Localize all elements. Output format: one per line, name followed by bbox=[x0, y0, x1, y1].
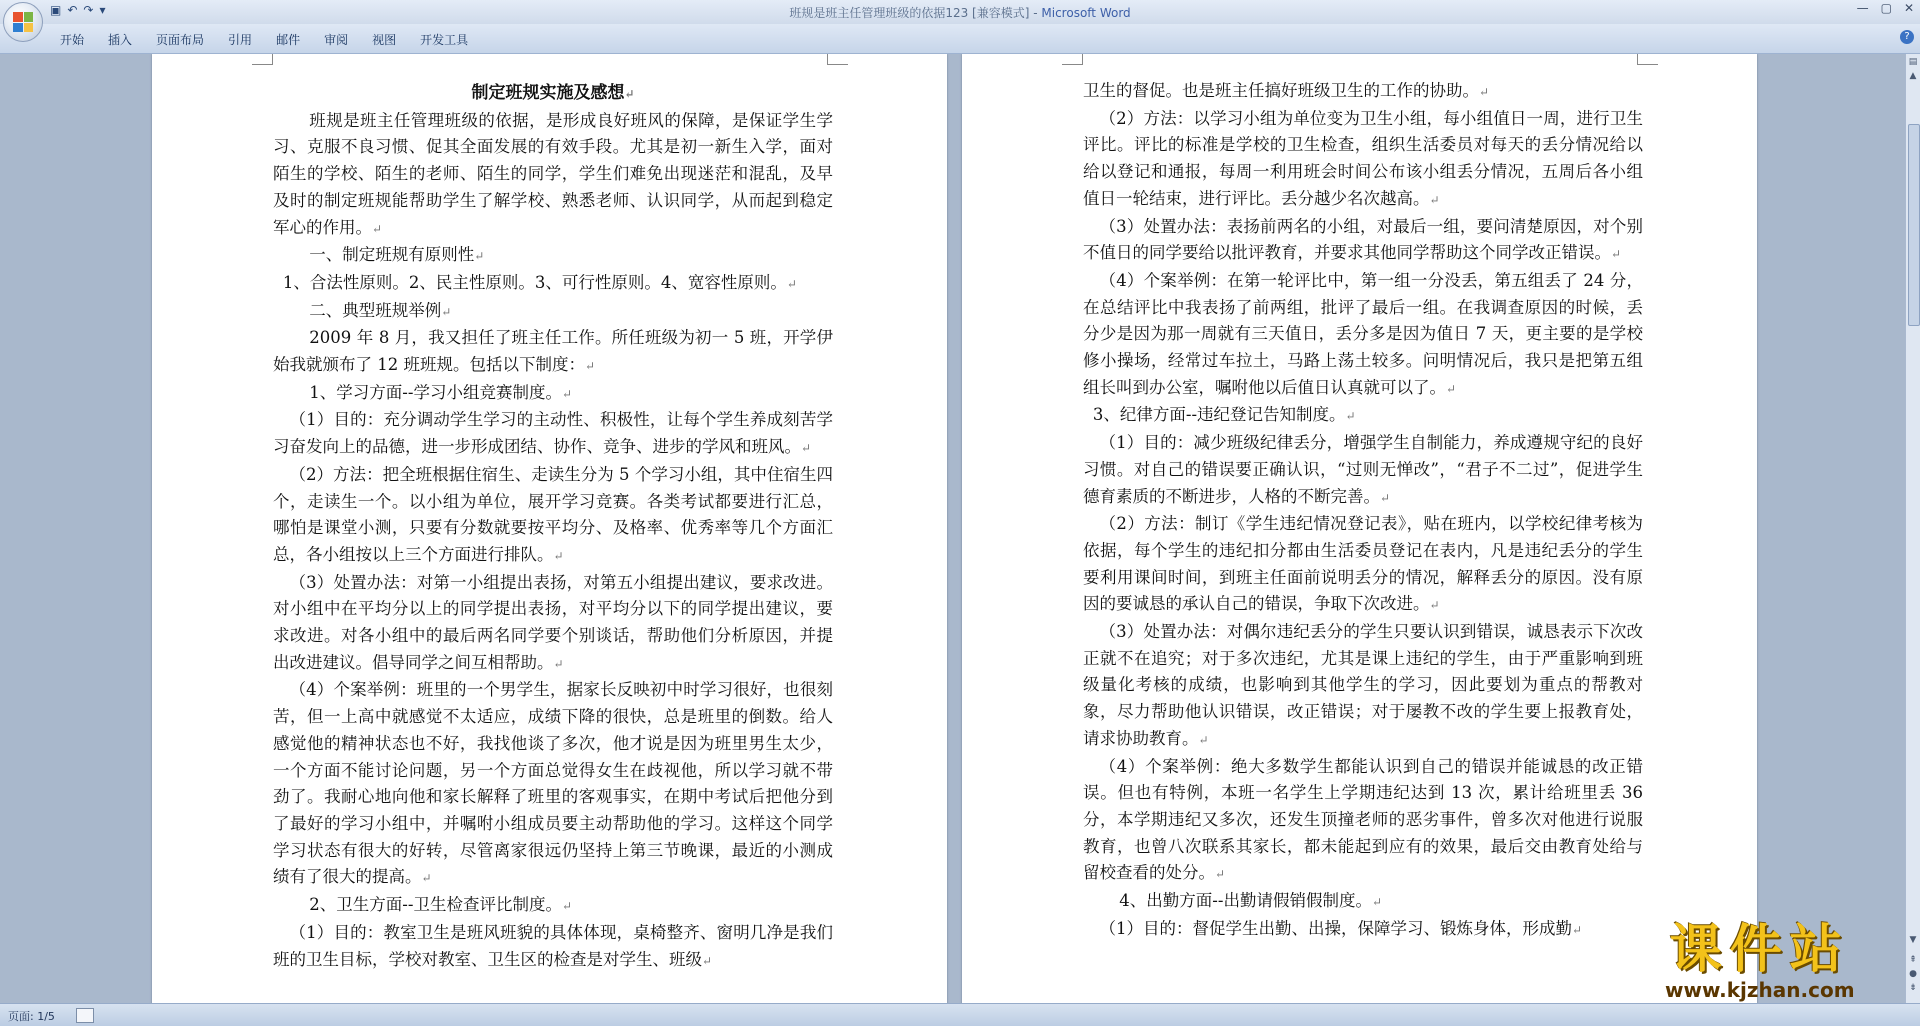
document-paragraph: （2）方法：把全班根据住宿生、走读生分为 5 个学习小组，其中住宿生四个，走读生一个。以小组为单位，展开学习竞赛。各类考试都要进行汇总，哪怕是课堂小测，只要有分数就要按平均分、及格率、优秀率等几个方面汇总，各小组按以上三个方面进行排队。↵ bbox=[273, 464, 833, 564]
paragraph-mark-icon: ↵ bbox=[1572, 922, 1583, 937]
select-browse-object-icon[interactable]: ● bbox=[1909, 969, 1917, 979]
paragraph-mark-icon: ↵ bbox=[1345, 409, 1356, 424]
document-paragraph: 1、合法性原则。2、民主性原则。3、可行性原则。4、宽容性原则。↵ bbox=[282, 272, 797, 292]
status-bar bbox=[0, 1003, 1920, 1026]
window-title bbox=[0, 4, 1920, 21]
undo-icon[interactable]: ↶ bbox=[67, 3, 78, 17]
crop-mark bbox=[1062, 54, 1083, 65]
paragraph-mark-icon: ↵ bbox=[441, 304, 452, 319]
paragraph-mark-icon: ↵ bbox=[1429, 598, 1440, 613]
qat-dropdown-icon[interactable]: ▾ bbox=[99, 3, 106, 17]
paragraph-mark-icon: ↵ bbox=[1611, 247, 1622, 262]
document-paragraph: （1）目的：充分调动学生学习的主动性、积极性，让每个学生养成刻苦学习奋发向上的品德，进一步形成团结、协作、竞争、进步的学风和班风。↵ bbox=[273, 410, 833, 457]
page-text-right bbox=[1083, 78, 1643, 944]
document-paragraph: （3）处置办法：对第一小组提出表扬，对第五小组提出建议，要求改进。对小组中在平均分以上的同学提出表扬，对平均分以下的同学提出建议，要求改进。对各小组中的最后两名同学要个别谈话，帮助他们分析原因，并提出改进建议。倡导同学之间互相帮助。↵ bbox=[273, 572, 833, 672]
paragraph-mark-icon: ↵ bbox=[474, 249, 485, 264]
document-paragraph: （4）个案举例：在第一轮评比中，第一组一分没丢，第五组丢了 24 分，在总结评比中我表扬了前两组，批评了最后一组。在我调查原因的时候，丢分少是因为那一周就有三天值日，丢分多是因为值日 7 天，更主要的是学校修小操场，经常过车拉土，马路上荡土较多。问明情况后，我只是把第五组组长叫到办公室，嘱咐他以后值日认真就可以了。↵ bbox=[1083, 270, 1643, 397]
paragraph-mark-icon: ↵ bbox=[561, 386, 573, 401]
page-text-left bbox=[273, 78, 833, 974]
document-paragraph: （4）个案举例：绝大多数学生都能认识到自己的错误并能诚恳的改正错误。但也有特例，本班一名学生上学期违纪达到 13 次，累计给班里丢 36 分，本学期违纪又多次，还发生顶撞老师的恶劣事件，曾多次对他进行说服教育，也曾八次联系其家长，都未能起到应有的效果，最后交由教育处给与留校查看的处分。↵ bbox=[1083, 756, 1643, 883]
minimize-icon[interactable]: — bbox=[1856, 1, 1869, 15]
document-paragraph: 二、典型班规举例↵ bbox=[309, 300, 452, 320]
office-button[interactable] bbox=[3, 2, 43, 42]
paragraph-mark-icon: ↵ bbox=[702, 953, 713, 968]
paragraph-mark-icon: ↵ bbox=[801, 441, 812, 456]
paragraph-mark-icon: ↵ bbox=[1446, 381, 1457, 396]
paragraph-mark-icon: ↵ bbox=[786, 276, 797, 291]
document-paragraph: （1）目的：教室卫生是班风班貌的具体体现，桌椅整齐、窗明几净是我们班的卫生目标，学校对教室、卫生区的检查是对学生、班级↵ bbox=[273, 922, 833, 969]
paragraph-mark-icon: ↵ bbox=[1198, 732, 1209, 747]
paragraph-mark-icon: ↵ bbox=[421, 871, 432, 886]
scroll-up-icon[interactable]: ▲ bbox=[1909, 71, 1917, 81]
document-paragraph: （3）处置办法：对偶尔违纪丢分的学生只要认识到错误，诚恳表示下次改正就不在追究；对于多次违纪，尤其是课上违纪的学生，由于严重影响到班级量化考核的成绩，也影响到其他学生的学习，因此要划为重点的帮教对象，尽力帮助他认识错误，改正错误；对于屡教不改的学生要上报教育处，请求协助教育。↵ bbox=[1083, 622, 1643, 748]
close-icon[interactable]: ✕ bbox=[1903, 1, 1914, 15]
document-paragraph: 2009 年 8 月，我又担任了班主任工作。所任班级为初一 5 班，开学伊始我就颁布了 12 班班规。包括以下制度：↵ bbox=[273, 328, 833, 375]
help-icon[interactable]: ? bbox=[1900, 30, 1914, 44]
save-icon[interactable]: ▣ bbox=[50, 3, 62, 17]
crop-mark bbox=[1637, 54, 1658, 65]
document-paragraph: 卫生的督促。也是班主任搞好班级卫生的工作的协助。↵ bbox=[1083, 81, 1490, 100]
ribbon-tab[interactable]: 页面布局 bbox=[156, 33, 205, 47]
document-paragraph: （1）目的：督促学生出勤、出操，保障学习、锻炼身体，形成勤↵ bbox=[1099, 918, 1583, 938]
ribbon-tabs bbox=[48, 31, 480, 48]
document-paragraph: 1、学习方面--学习小组竞赛制度。↵ bbox=[309, 382, 573, 402]
app-name: Microsoft Word bbox=[1041, 6, 1131, 20]
window-controls bbox=[1857, 1, 1914, 15]
document-paragraph: （2）方法：以学习小组为单位变为卫生小组，每小组值日一周，进行卫生评比。评比的标准是学校的卫生检查，组织生活委员对每天的丢分情况给以给以登记和通报，每周一利用班会时间公布该小组丢分情况，五周后各小组值日一轮结束，进行评比。丢分越少名次越高。↵ bbox=[1083, 108, 1643, 208]
document-paragraph: 班规是班主任管理班级的依据，是形成良好班风的保障，是保证学生学习、克服不良习惯、促其全面发展的有效手段。尤其是初一新生入学，面对陌生的学校、陌生的老师、陌生的同学，学生们难免出现迷茫和混乱，及早及时的制定班规能帮助学生了解学校、熟悉老师、认识同学，从而起到稳定军心的作用。↵ bbox=[273, 110, 833, 237]
crop-mark bbox=[827, 54, 848, 65]
watermark-url: www.kjzhan.com bbox=[1665, 978, 1855, 1002]
watermark-text: 课件站 bbox=[1669, 920, 1850, 980]
paragraph-mark-icon: ↵ bbox=[1380, 490, 1391, 505]
scroll-down-icon[interactable]: ▼ bbox=[1909, 935, 1917, 945]
previous-page-icon[interactable]: ⇞ bbox=[1909, 955, 1917, 965]
page-number-status[interactable]: 页面: 1/5 bbox=[8, 1010, 55, 1023]
paragraph-mark-icon: ↵ bbox=[372, 221, 383, 236]
vertical-scrollbar[interactable] bbox=[1905, 54, 1920, 1003]
document-paragraph: （1）目的：减少班级纪律丢分，增强学生自制能力，养成遵规守纪的良好习惯。对自己的错误要正确认识，“过则无惮改”，“君子不二过”，促进学生德育素质的不断进步，人格的不断完善。↵ bbox=[1083, 433, 1643, 506]
next-page-icon[interactable]: ⇟ bbox=[1909, 983, 1917, 993]
paragraph-mark-icon: ↵ bbox=[585, 359, 596, 374]
paragraph-mark-icon: ↵ bbox=[561, 899, 573, 914]
paragraph-mark-icon: ↵ bbox=[553, 548, 564, 563]
ribbon-tab[interactable]: 审阅 bbox=[324, 33, 349, 47]
document-title: 班规是班主任管理班级的依据123 [兼容模式] bbox=[789, 6, 1030, 20]
office-logo-icon bbox=[13, 12, 33, 32]
document-paragraph: （4）个案举例：班里的一个男学生，据家长反映初中时学习很好，也很刻苦，但一上高中就感觉不太适应，成绩下降的很快，总是班里的倒数。给人感觉他的精神状态也不好，我找他谈了多次，他才说是因为班里男生太少，一个方面不能讨论问题，另一个方面总觉得女生在歧视他，所以学习就不带劲了。我耐心地向他和家长解释了班里的客观事实，在期中考试后把他分到了最好的学习小组中，并嘱咐小组成员要主动帮助他的学习。这样这个同学学习状态有很大的好转，尽管离家很远仍坚持上第三节晚课，最近的小测成绩有了很大的提高。↵ bbox=[273, 680, 833, 887]
document-workspace[interactable] bbox=[0, 54, 1906, 1003]
ribbon-tab[interactable]: 插入 bbox=[108, 33, 133, 47]
crop-mark bbox=[252, 54, 273, 65]
title-bar bbox=[0, 0, 1920, 24]
paragraph-mark-icon: ↵ bbox=[553, 656, 564, 671]
document-title-heading: 制定班规实施及感想↵ bbox=[471, 83, 635, 103]
ribbon-tab[interactable]: 开发工具 bbox=[420, 33, 469, 47]
ruler-toggle-icon[interactable]: ▤ bbox=[1908, 57, 1918, 67]
ribbon-tab[interactable]: 引用 bbox=[228, 33, 253, 47]
scroll-thumb[interactable] bbox=[1908, 124, 1920, 326]
document-page-1[interactable] bbox=[152, 54, 947, 1003]
watermark-logo bbox=[1665, 922, 1855, 1002]
document-paragraph: 一、制定班规有原则性↵ bbox=[309, 245, 485, 265]
ribbon-tab[interactable]: 邮件 bbox=[276, 33, 301, 47]
ribbon-tab[interactable]: 开始 bbox=[60, 33, 85, 47]
proofing-icon[interactable] bbox=[76, 1008, 94, 1023]
document-paragraph: （2）方法：制订《学生违纪情况登记表》，贴在班内，以学校纪律考核为依据，每个学生的违纪扣分都由生活委员登记在表内，凡是违纪丢分的学生要利用课间时间，到班主任面前说明丢分的情况，解释丢分的原因。没有原因的要诚恳的承认自己的错误，争取下次改进。↵ bbox=[1083, 514, 1643, 614]
ribbon-tab[interactable]: 视图 bbox=[372, 33, 397, 47]
paragraph-mark-icon: ↵ bbox=[1429, 192, 1440, 207]
ribbon bbox=[0, 24, 1920, 54]
document-paragraph: 4、出勤方面--出勤请假销假制度。↵ bbox=[1119, 891, 1383, 911]
document-page-2[interactable] bbox=[962, 54, 1757, 1003]
paragraph-mark-icon: ↵ bbox=[1479, 85, 1490, 99]
title-separator: - bbox=[1029, 6, 1042, 20]
paragraph-mark-icon: ↵ bbox=[1215, 867, 1226, 882]
document-paragraph: （3）处置办法：表扬前两名的小组，对最后一组，要问清楚原因，对个别不值日的同学要给以批评教育，并要求其他同学帮助这个同学改正错误。↵ bbox=[1083, 216, 1643, 263]
document-paragraph: 2、卫生方面--卫生检查评比制度。↵ bbox=[309, 895, 573, 915]
paragraph-mark-icon: ↵ bbox=[1371, 895, 1383, 910]
maximize-icon[interactable]: ▢ bbox=[1880, 1, 1892, 15]
document-paragraph: 3、纪律方面--违纪登记告知制度。↵ bbox=[1092, 405, 1356, 425]
redo-icon[interactable]: ↷ bbox=[83, 3, 94, 17]
